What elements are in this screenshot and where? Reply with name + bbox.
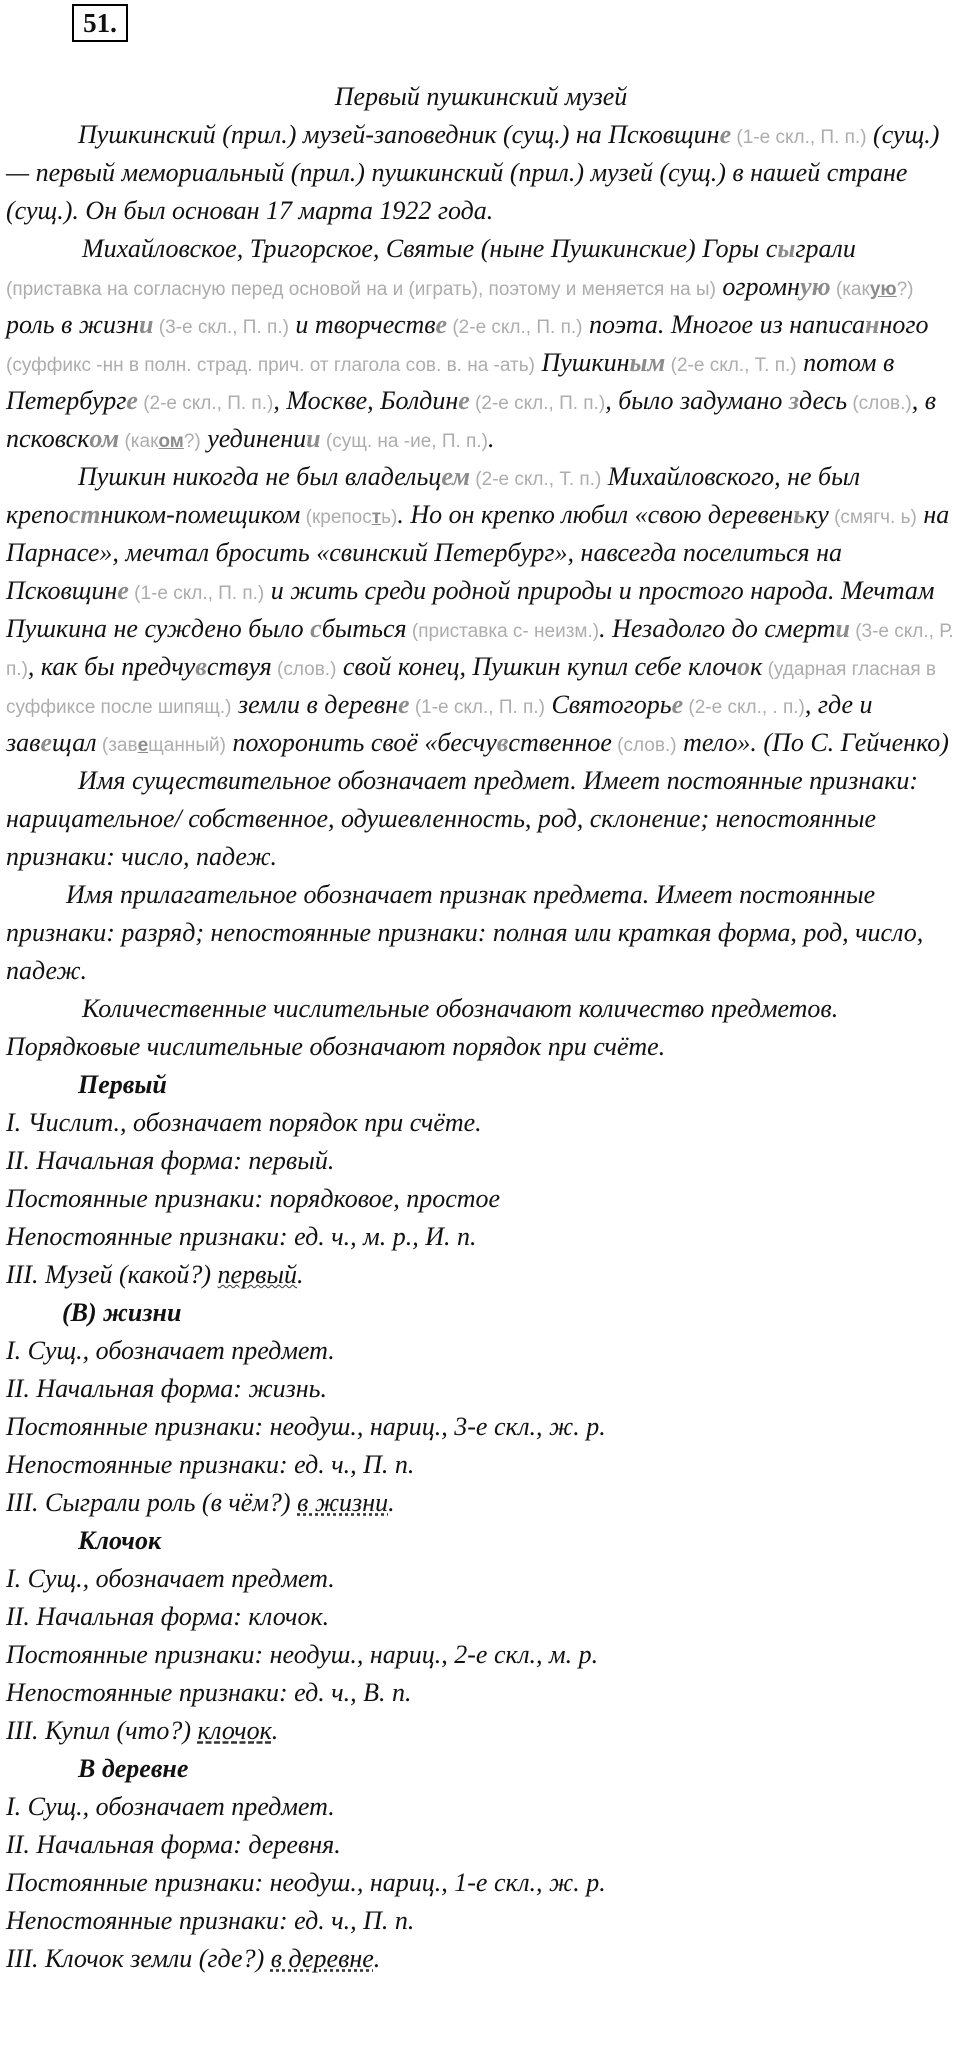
p2-highlight: е — [458, 386, 470, 415]
p2-note: (как — [830, 279, 870, 300]
p2-note-underlined: ую — [869, 279, 897, 300]
p3-note: ь) — [381, 507, 398, 528]
analysis-syntax-text: III. Сыграли роль (в чём?) — [6, 1488, 298, 1517]
p3-text: , как бы предчу — [27, 652, 196, 681]
theory-adjective: Имя прилагательное обозначает признак предмета. Имеет постоянные признаки: разряд; непостоянные признаки: полная или краткая форма, род, число, падеж. — [6, 880, 924, 985]
p2-text: . — [487, 424, 495, 453]
p3-note: (1-е скл., П. п.) — [128, 583, 265, 604]
p2-text: десь — [799, 386, 848, 415]
analysis-heading: В деревне — [78, 1754, 189, 1783]
p3-text: ствуя — [206, 652, 272, 681]
analysis-line: Постоянные признаки: неодуш., нариц., 3-е скл., ж. р. — [6, 1412, 606, 1441]
p3-highlight: о — [737, 652, 751, 681]
p3-highlight: в — [195, 652, 207, 681]
analysis-line: I. Сущ., обозначает предмет. — [6, 1792, 335, 1821]
p2-highlight: н — [865, 310, 880, 339]
analysis-line: Непостоянные признаки: ед. ч., П. п. — [6, 1906, 415, 1935]
p3-highlight: в — [496, 728, 509, 757]
syntax-underlined-word: первый — [217, 1260, 297, 1289]
analysis-syntax-end: . — [388, 1488, 395, 1517]
analysis-line: I. Сущ., обозначает предмет. — [6, 1564, 335, 1593]
analysis-syntax-text: III. Клочок земли (где?) — [6, 1944, 271, 1973]
p2-highlight: з — [788, 386, 800, 415]
p2-text: потом в Петербург — [6, 348, 895, 415]
p3-note: (1-е скл., П. п.) — [409, 697, 545, 718]
p2-highlight: ы — [777, 234, 796, 263]
theory-noun: Имя существительное обозначает предмет. Имеет постоянные признаки: нарицательное/ собственное, одушевленность, род, склонение; непостоянные признаки: число, падеж. — [6, 766, 919, 871]
p2-note: (суффикс -нн в полн. страд. прич. от глагола сов. в. на -ать) — [6, 355, 535, 376]
p3-note: (ударная гласная в суффиксе после шипящ.) — [6, 659, 937, 718]
theory-numeral: Количественные числительные обозначают количество предметов. Порядковые числительные обозначают порядок при счёте. — [6, 994, 839, 1061]
p3-text: щал — [51, 728, 97, 757]
p3-note: (слов.) — [271, 659, 337, 680]
p2-text: , было задумано — [605, 386, 789, 415]
analysis-syntax-text: III. Музей (какой?) — [6, 1260, 218, 1289]
analysis-syntax-end: . — [271, 1716, 279, 1745]
p3-highlight: е — [117, 576, 129, 605]
analysis-heading — [6, 1294, 956, 1332]
p2-highlight: и — [306, 424, 321, 453]
p2-highlight: ым — [629, 348, 666, 377]
p3-note: (2-е скл., . п.) — [683, 697, 805, 718]
p3-text: к — [750, 652, 763, 681]
p3-text: Пушкин никогда не был владельц — [78, 462, 442, 491]
p3-text: Михайловского, не был крепо — [6, 462, 861, 529]
p3-text: земли в деревн — [231, 690, 398, 719]
p2-note: (приставка на согласную перед основой на и (играть), поэтому и меняется на ы) — [6, 279, 716, 300]
p3-highlight: ст — [68, 500, 101, 529]
task-number: 51. — [72, 4, 128, 42]
p3-highlight: с — [310, 614, 322, 643]
p3-note: (слов.) — [611, 735, 677, 756]
analysis-line: Непостоянные признаки: ед. ч., П. п. — [6, 1450, 415, 1479]
p2-highlight: и — [139, 310, 154, 339]
analysis-line: Постоянные признаки: порядковое, простое — [6, 1184, 501, 1213]
p2-text: , в псковск — [6, 386, 937, 453]
p2-note-underlined: ом — [158, 431, 184, 452]
p3-text: ку — [805, 500, 829, 529]
analysis-heading: Клочок — [78, 1526, 162, 1555]
p3-highlight: е — [671, 690, 684, 719]
p3-text: тело». (По С. Гейченко) — [676, 728, 949, 757]
p3-note-underlined: е — [137, 735, 149, 756]
p2-text: роль в жизн — [6, 310, 140, 339]
paragraph-1 — [6, 116, 956, 230]
p3-note: (крепос — [300, 507, 372, 528]
p3-text: свой конец, Пушкин купил себе клоч — [336, 652, 738, 681]
p2-text: уединени — [200, 424, 307, 453]
p2-highlight: е — [126, 386, 138, 415]
p3-text: быться — [321, 614, 407, 643]
analysis-line: II. Начальная форма: жизнь. — [6, 1374, 327, 1403]
p2-note: (3-е скл., П. п.) — [153, 317, 289, 338]
p2-note: (как — [119, 431, 159, 452]
p3-text: ственное — [508, 728, 612, 757]
analysis-line: I. Числит., обозначает порядок при счёте. — [6, 1108, 482, 1137]
p2-text: , Москве, Болдин — [273, 386, 459, 415]
analysis-line: Постоянные признаки: неодуш., нариц., 1-е скл., ж. р. — [6, 1868, 606, 1897]
analysis-line: II. Начальная форма: деревня. — [6, 1830, 341, 1859]
p1-highlight-a: е — [719, 120, 732, 149]
p3-note-underlined: т — [371, 507, 382, 528]
p3-highlight: е — [398, 690, 410, 719]
p2-text: поэта. Многое из написа — [582, 310, 865, 339]
p2-text: Пушкин — [534, 348, 630, 377]
p3-note: (3-е скл., Р. п.) — [6, 621, 954, 680]
p3-highlight: ь — [793, 500, 806, 529]
p1-note-a: (1-е скл., П. п.) — [731, 127, 867, 148]
p2-note: (2-е скл., П. п.) — [447, 317, 583, 338]
p2-note: ?) — [896, 279, 914, 300]
p3-text: . Но он крепко любил «свою деревен — [397, 500, 794, 529]
p2-note: (2-е скл., П. п.) — [469, 393, 606, 414]
analysis-line: Непостоянные признаки: ед. ч., м. р., И. п. — [6, 1222, 477, 1251]
analysis-line: Непостоянные признаки: ед. ч., В. п. — [6, 1678, 412, 1707]
analysis-line: I. Сущ., обозначает предмет. — [6, 1336, 335, 1365]
p3-text: на Парнасе», мечтал бросить «свинский Петербург», навсегда поселиться на Псковщин — [6, 500, 950, 605]
analysis-line: II. Начальная форма: клочок. — [6, 1602, 330, 1631]
p2-highlight: ом — [89, 424, 120, 453]
p3-highlight: е — [40, 728, 52, 757]
p3-highlight: ем — [441, 462, 471, 491]
analysis-line: Постоянные признаки: неодуш., нариц., 2-е скл., м. р. — [6, 1640, 599, 1669]
p3-note: (приставка с- неизм.) — [406, 621, 600, 642]
p2-note: (2-е скл., Т. п.) — [665, 355, 797, 376]
analysis-line: II. Начальная форма: первый. — [6, 1146, 335, 1175]
analysis-syntax-line — [6, 1484, 956, 1522]
p2-note: ?) — [183, 431, 201, 452]
analysis-heading-paren: ( — [62, 1298, 71, 1327]
analysis-syntax-end: . — [296, 1260, 304, 1289]
p3-text: похоронить своё «бесчу — [225, 728, 497, 757]
p3-text: ником-помещиком — [100, 500, 301, 529]
p1-text-b: (сущ.) — первый мемориальный (прил.) пушкинский (прил.) музей (сущ.) в нашей стране (сущ.). Он был основан 17 марта 1922 года. — [6, 120, 940, 225]
p2-highlight: е — [435, 310, 448, 339]
paragraph-3 — [6, 458, 956, 762]
paragraph-2 — [6, 230, 956, 458]
p2-note: (2-е скл., П. п.) — [137, 393, 274, 414]
p2-note: (сущ. на -ие, П. п.) — [320, 431, 488, 452]
text-title: Первый пушкинский музей — [334, 82, 628, 111]
syntax-underlined-word: в деревне — [270, 1944, 374, 1973]
analysis-heading: Первый — [78, 1070, 167, 1099]
p3-text: , где и зав — [6, 690, 873, 757]
p1-text-a: Пушкинский (прил.) музей-заповедник (сущ.) на Псковщин — [78, 120, 720, 149]
p2-text: и творчеств — [288, 310, 436, 339]
analysis-syntax-text: III. Купил (что?) — [6, 1716, 198, 1745]
p3-note: (2-е скл., Т. п.) — [470, 469, 602, 490]
p2-note: (слов.) — [847, 393, 912, 414]
p2-text: огромн — [715, 272, 801, 301]
analysis-heading-text: В) жизни — [70, 1298, 182, 1327]
document-body — [6, 78, 956, 1978]
p3-note: (зав — [96, 735, 138, 756]
analysis-syntax-line — [6, 1940, 956, 1978]
p3-text: . Незадолго до смерт — [599, 614, 836, 643]
syntax-underlined-word: в жизни — [297, 1488, 389, 1517]
p3-highlight: и — [835, 614, 850, 643]
p3-text: и жить среди родной природы и простого народа. Мечтам Пушкина не суждено было — [6, 576, 935, 643]
p2-text: ного — [879, 310, 929, 339]
p3-note: (смягч. ь) — [828, 507, 917, 528]
analysis-syntax-line — [6, 1712, 956, 1750]
analysis-syntax-line — [6, 1256, 956, 1294]
p2-text: грали — [795, 234, 856, 263]
p3-text: Святогорь — [544, 690, 672, 719]
syntax-underlined-word: клочок — [197, 1716, 272, 1745]
p2-highlight: ую — [800, 272, 831, 301]
p3-note: щанный) — [148, 735, 226, 756]
analysis-syntax-end: . — [373, 1944, 381, 1973]
p2-text: Михайловское, Тригорское, Святые (ныне Пушкинские) Горы с — [82, 234, 778, 263]
